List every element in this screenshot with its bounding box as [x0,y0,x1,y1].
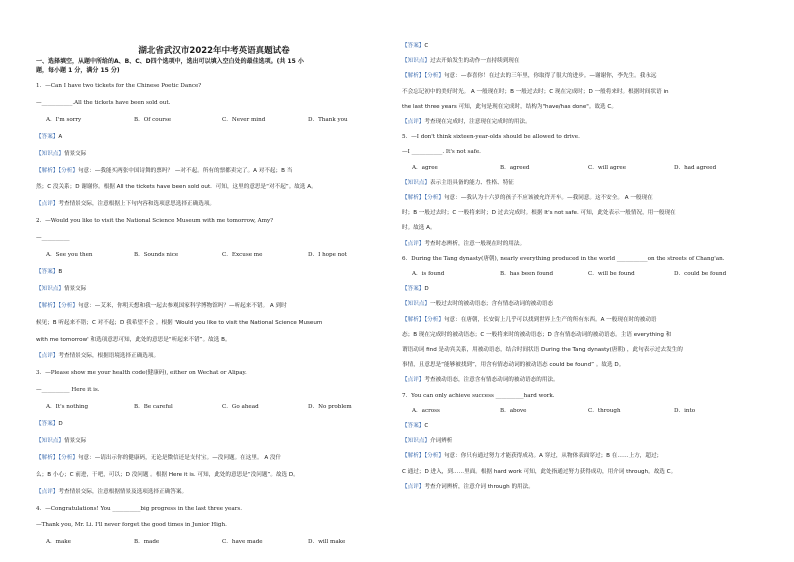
explanation-line: 候见；B 听起来不错；C 对不起；D 我希望不会 。根据 'Would you like to visit the National Science Museum [36,319,323,326]
label-text: 考查情景交际，注意根据情景及选项选择正确答案。 [58,488,188,495]
explanation-line: 然；C 没关系；D 谢谢你。根据 All the tickets have been sold out．可知，这里的意思是“对不起”。故选 A。 [36,184,317,191]
label-tag: 【解析】【分析】 [36,167,78,174]
question-line: —__________ Here it is. [36,387,100,394]
section-heading-line-1: 一、选择填空，从题中所给的A、B、C、D四个选项中，选出可以填入空白处的最佳选项。(共 15 小 [36,58,304,65]
answer-detail-line [402,240,525,248]
answer-option: A．See you then [46,252,93,258]
answer-option: B．Be careful [134,404,173,411]
answer-option: C．Go ahead [222,404,259,411]
answer-option: D．Thank you [308,116,348,123]
question-line: 1．—Can I have two tickets for the Chinese Poetic Dance? [36,83,202,89]
label-text: 句意：你只有通过努力才能获得成功。A 穿过，从物体表面穿过；B 在……上方，超过； [443,453,663,460]
answer-detail-line [36,352,159,360]
label-tag: 【答案】 [402,423,425,429]
explanation-line: 谓语动词 find 是动宾关系，用被动语态，结合时间状语 During the Tang dynasty(唐朝) ，此句表示过去发生的 [402,347,683,353]
question-line: 2．—Would you like to visit the National Science Museum with me tomorrow, Amy? [36,218,274,225]
explanation-line: C 通过；D 进入，到……里面。根据 hard work 可知，此处指通过努力获得成功，用介词 through。故选 C。 [402,468,677,475]
answer-detail-line [402,57,520,65]
answer-option: B．Of course [134,116,172,123]
explanation-line: with me tomorrow' 和选项意思可知，此处的意思是“听起来不错”。故选 B。 [36,336,231,343]
label-tag: 【点评】 [402,119,425,125]
answer-option: D．I hope not [308,252,347,258]
answer-option: A．make [46,539,71,546]
answer-option: A．is found [412,271,445,277]
answer-option: D．will make [308,539,346,546]
label-text: C [424,423,429,429]
answer-option: D．No problem [308,404,352,411]
answer-detail-line [36,437,86,445]
answer-detail-line [36,133,62,141]
answer-detail-line [36,488,187,496]
question-line: 3．—Please show me your health code(健康码), either on Wechat or Alipay. [36,370,247,377]
label-text: D [58,421,63,427]
answer-detail-line [402,452,662,460]
answer-detail-line [36,268,62,276]
label-text: 过去开始发生的动作一直持续到现在 [429,58,520,65]
explanation-line: 不会忘记初中的美好时光。 A 一般现在时；B 一般过去时；C 现在完成时；D 一般将来时。根据时间状语 in [402,88,669,95]
answer-detail-line [402,483,534,491]
explanation-line: 么；B 小心；C 前进，干吧，可以；D 没问题 。根据 Here it is. 可知，此处的意思是“没问题”。故选 D。 [36,471,299,478]
answer-detail-line [402,300,553,308]
label-text: 情景交际 [63,150,87,157]
label-tag: 【解析】【分析】 [36,302,78,309]
answer-option: B．has been found [500,271,554,277]
answer-option: D．into [674,407,696,414]
answer-option: C．through [588,407,621,414]
question-line: 7．You can only achieve success __________hard work. [402,392,555,399]
label-tag: 【点评】 [402,377,425,384]
label-text: 介词辨析 [429,438,453,445]
label-text: 考查情景交际，根据语境选择正确选项。 [58,353,160,360]
answer-detail-line [36,285,86,293]
label-text: 句意：—艾米，你明天想和我一起去参观国家科学博物馆吗？—听起来不错。 A 到时 [77,302,287,309]
answer-option: C．will be found [588,271,635,277]
label-tag: 【点评】 [402,240,425,247]
label-tag: 【答案】 [402,43,425,49]
label-text: 考查被动语态，注意含有情态动词的被动语态的用法。 [424,377,559,384]
answer-detail-line [402,194,653,202]
label-tag: 【知识点】 [402,58,430,65]
label-text: 句意：—我认为十六岁的孩子不应该被允许开车。—我同意。这不安全。 A 一般现在 [443,195,653,201]
label-tag: 【点评】 [402,483,425,490]
label-tag: 【答案】 [36,421,59,427]
answer-option: C．Excuse me [222,252,263,258]
label-text: 句意：—恭喜你！在过去的三年里，你取得了很大的进步。—谢谢你，李先生。我永远 [443,73,657,80]
label-tag: 【解析】【分析】 [402,453,444,460]
answer-detail-line [36,302,287,310]
label-tag: 【知识点】 [402,179,430,186]
label-tag: 【知识点】 [402,301,430,308]
label-tag: 【知识点】 [36,437,64,444]
answer-detail-line [402,376,559,384]
explanation-line: 时。故选 A。 [402,225,436,232]
answer-option: A．It's nothing [46,404,89,411]
answer-option: A．agree [412,164,438,171]
question-line: 5．—I don't think sixteen-year-olds should be allowed to drive. [402,134,580,141]
label-text: 考查介词辨析，注意介词 through 的用法。 [424,483,534,490]
label-tag: 【点评】 [36,488,59,495]
label-text: 情景交际 [63,437,87,444]
answer-detail-line [36,200,215,208]
label-tag: 【点评】 [36,353,59,360]
answer-detail-line [36,150,86,158]
label-tag: 【知识点】 [36,285,64,292]
label-tag: 【解析】【分析】 [402,316,444,323]
answer-detail-line [36,420,63,428]
label-tag: 【答案】 [36,268,59,275]
question-line: —___________.All the tickets have been sold out. [36,99,171,106]
label-text: A [58,133,63,140]
label-text: 句意：在唐朝，长安街上几乎可以找到世界上生产的所有东西。A 一般现在时的被动语 [443,316,657,323]
answer-detail-line [402,285,429,293]
label-text: 表示主语具备的能力、性格、特征 [429,179,514,186]
answer-option: D．had agreed [674,164,717,171]
explanation-line: the last three years 可知，此句是现在完成时，结构为"have/has done"。故选 C。 [402,103,617,110]
question-line: 6．During the Tang dynasty(唐朝), nearly everything produced in the world ___________on the streets of Chang'an. [402,255,725,262]
label-text: 考查时态辨析，注意一般现在时的用法。 [424,240,526,247]
label-tag: 【解析】【分析】 [402,73,444,80]
answer-option: B．above [500,407,527,414]
label-text: C [424,43,429,49]
label-text: 句意：—我能买两张中国诗舞的票吗？ —对不起。所有的票都卖完了。A 对不起；B 当 [77,167,293,174]
question-line: 4．—Congratulations! You __________big progress in the last three years. [36,505,243,512]
label-text: B [58,268,63,275]
answer-detail-line [36,454,281,462]
label-tag: 【知识点】 [36,150,64,157]
answer-option: D．could be found [674,271,727,277]
document-title: 湖北省武汉市2022年中考英语真题试卷 [138,46,290,56]
answer-detail-line [402,72,657,80]
answer-detail-line [402,179,514,187]
answer-option: C．have made [222,539,263,546]
explanation-line: 态；B 现在完成时的被动语态；C 一般将来时的被动语态；D 含有情态动词的被动语态。主语 everything 和 [402,331,672,338]
question-line: —I ___________. It's not safe. [402,149,481,156]
label-tag: 【解析】【分析】 [402,195,444,201]
answer-detail-line [402,422,428,430]
label-tag: 【解析】【分析】 [36,454,78,461]
label-text: D [424,286,429,293]
answer-detail-line [402,118,531,126]
explanation-line: 时；B 一般过去时；C 一般将来时；D 过去完成时。根据 It's not safe. 可知，此处表示一般情况，用一般现在 [402,210,676,217]
answer-option: B．made [134,539,160,546]
label-tag: 【知识点】 [402,438,430,445]
answer-detail-line [36,167,292,175]
answer-option: C．will agree [588,164,627,171]
answer-option: B．agreed [500,164,530,171]
label-text: 情景交际 [63,285,87,292]
label-text: 考查现在完成时，注意现在完成时的用法。 [424,119,531,125]
answer-option: A．across [412,407,440,414]
answer-detail-line [402,42,428,50]
explanation-line: 事情，且意思是“能够被找到”，用含有情态动词的被动语态 could be found” 。故选 D。 [402,362,625,369]
label-tag: 【点评】 [36,201,59,208]
label-tag: 【答案】 [36,133,59,140]
question-line: —Thank you, Mr. Li. I'll never forget the good times in Junior High. [36,522,227,529]
label-text: 一般过去时的被动语态；含有情态动词的被动语态 [429,301,554,308]
label-text: 考查情景交际，注意根据上下句内容和选项意思选择正确选项。 [58,201,216,208]
answer-option: B．Sounds nice [134,252,179,258]
answer-detail-line [402,437,452,445]
label-tag: 【答案】 [402,286,425,293]
question-line: —__________ [36,235,70,242]
answer-option: A．I'm sorry [46,116,82,123]
section-heading-line-2: 题，每小题 1 分，满分 15 分) [36,67,120,74]
answer-option: C．Never mind [222,116,266,123]
label-text: 句意：—请出示你的健康码，无论是微信还是支付宝。—没问题。在这里。 A 没什 [77,454,282,461]
answer-detail-line [402,316,657,324]
